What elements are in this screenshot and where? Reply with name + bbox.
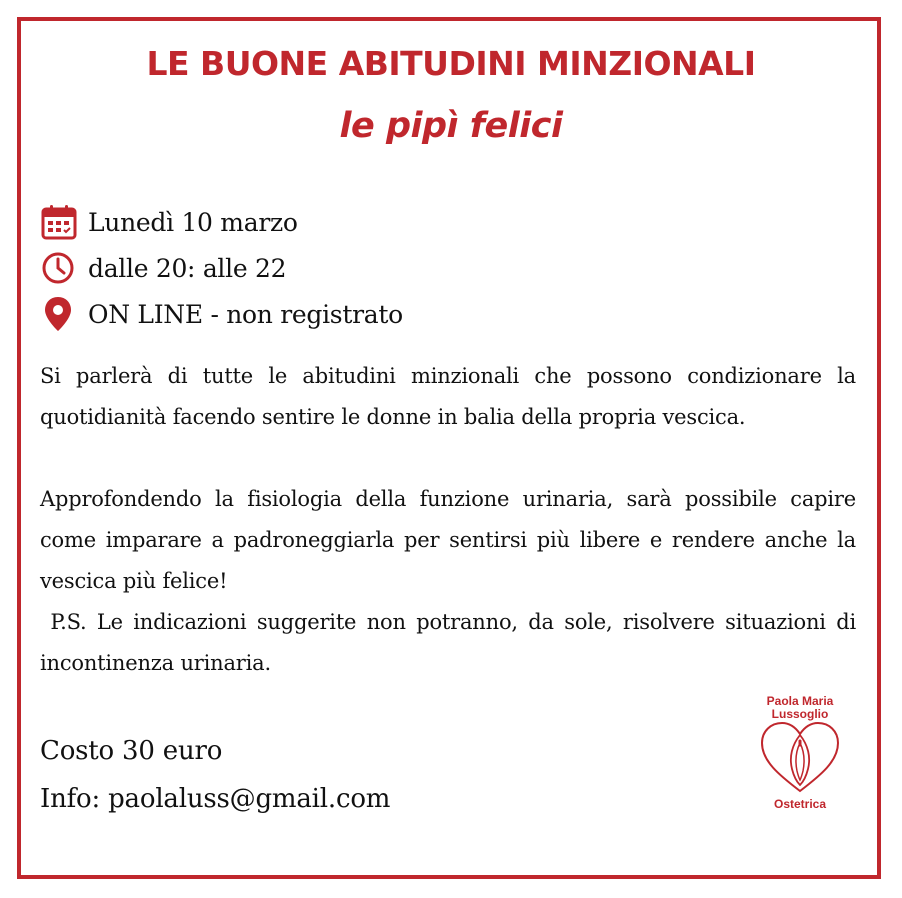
event-title: LE BUONE ABITUDINI MINZIONALI <box>146 44 756 83</box>
event-location: ON LINE - non registrato <box>88 299 403 329</box>
description-text-2: Approfondendo la fisiologia della funzione urinaria, sarà possibile capire come imparare a padroneggiarla per sentirsi più libere e rendere anche la vescica più felice! <box>40 487 856 593</box>
description-paragraph <box>40 356 856 438</box>
clock-icon <box>40 248 80 288</box>
event-subtitle: le pipì felici <box>339 106 563 146</box>
heart-icon <box>759 721 841 793</box>
midwife-logo <box>745 693 855 818</box>
contact-info: Info: paolaluss@gmail.com <box>40 784 391 814</box>
event-date: Lunedì 10 marzo <box>88 207 298 237</box>
time-row <box>40 248 286 288</box>
logo-profession: Ostetrica <box>773 797 827 811</box>
event-cost: Costo 30 euro <box>40 736 223 766</box>
event-time: dalle 20: alle 22 <box>88 253 287 283</box>
description-paragraph <box>40 602 863 684</box>
date-row <box>40 202 298 242</box>
map-pin-icon <box>40 294 80 334</box>
description-text-1: Si parlerà di tutte le abitudini minzionali che possono condizionare la quotidianità facendo sentire le donne in balia della propria vescica. <box>40 364 856 429</box>
description-text-3: P.S. Le indicazioni suggerite non potranno, da sole, risolvere situazioni di incontinenza urinaria. <box>40 610 863 675</box>
logo-name-line2: Lussoglio <box>771 707 829 721</box>
description-paragraph <box>40 479 856 602</box>
calendar-icon <box>40 202 80 242</box>
logo-name-line1: Paola Maria <box>766 694 834 708</box>
location-row <box>40 294 403 334</box>
